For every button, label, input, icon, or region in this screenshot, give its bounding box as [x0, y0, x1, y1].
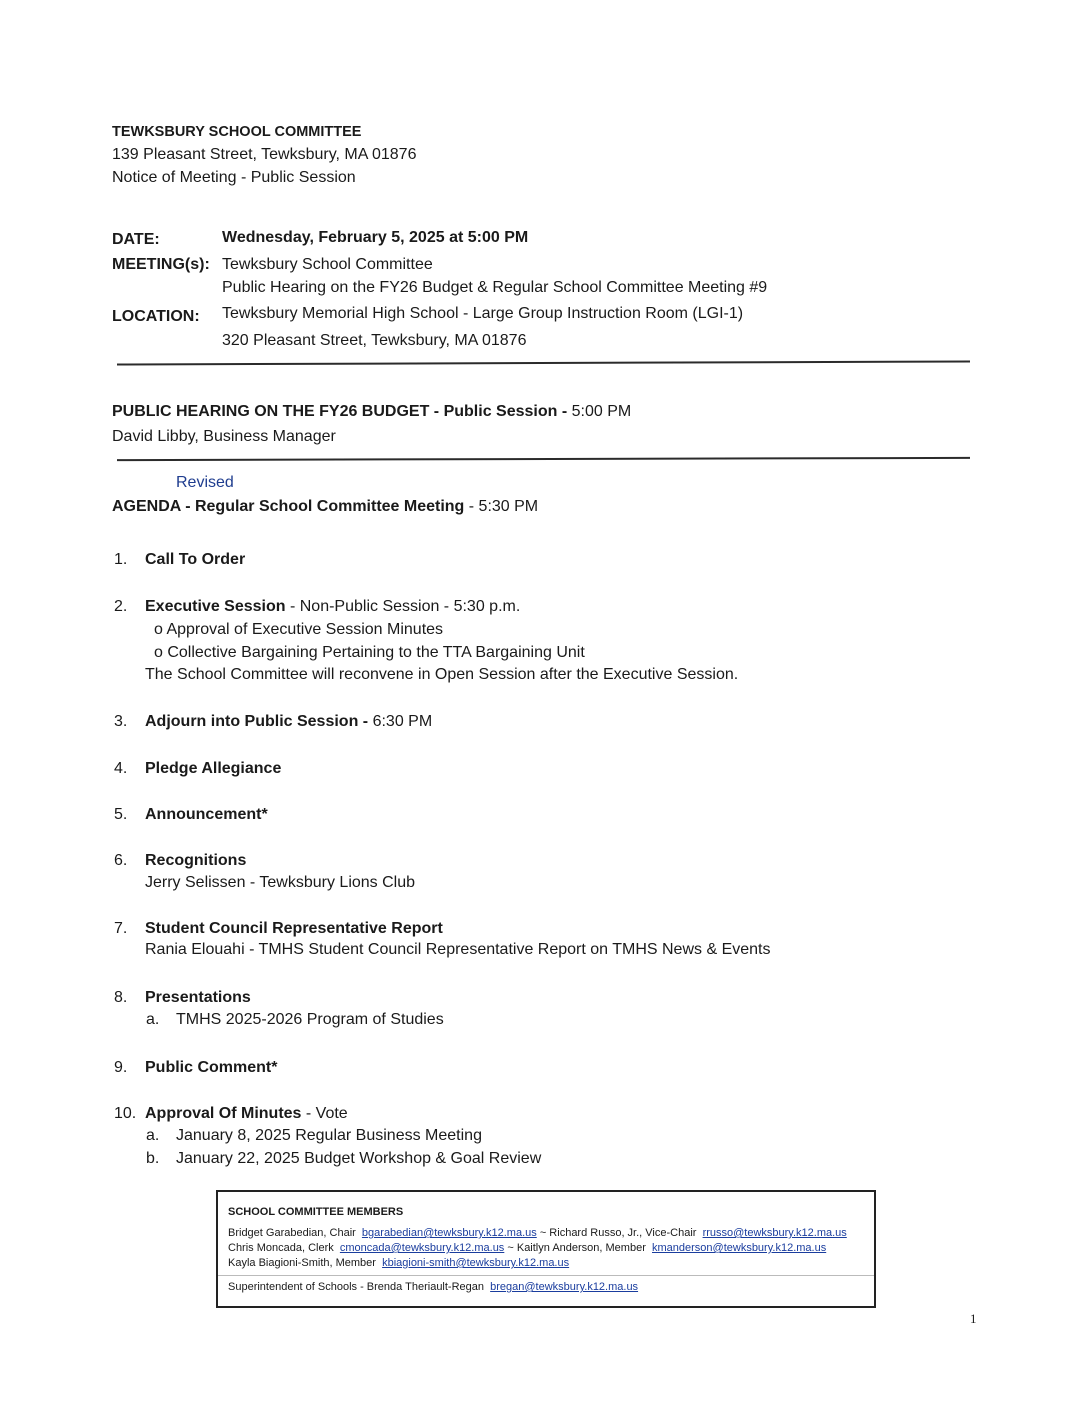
agenda-time: - 5:30 PM [464, 498, 539, 515]
item-number: 4. [114, 760, 128, 777]
agenda-item-2-note: The School Committee will reconvene in Open Session after the Executive Session. [145, 666, 739, 683]
item-number: 5. [114, 806, 128, 823]
agenda-item-5 [114, 805, 268, 825]
sub-text: TMHS 2025-2026 Program of Studies [176, 1011, 444, 1028]
agenda-item-7 [114, 919, 443, 939]
member-email-link[interactable]: rrusso@tewksbury.k12.ma.us [702, 1227, 847, 1239]
item-title: Presentations [145, 989, 251, 1006]
member-name: Bridget Garabedian, Chair [228, 1227, 356, 1239]
item-title: Call To Order [145, 551, 246, 568]
item-title: Pledge Allegiance [145, 760, 282, 777]
public-hearing-heading [112, 402, 631, 422]
item-title: Executive Session [145, 598, 286, 615]
divider-1 [117, 361, 970, 366]
divider-2 [117, 457, 970, 461]
public-hearing-title: PUBLIC HEARING ON THE FY26 BUDGET - Public Session - [112, 403, 568, 420]
item-number: 3. [114, 713, 128, 730]
agenda-item-3 [114, 712, 432, 732]
location-label: LOCATION: [112, 308, 200, 325]
item-detail: 6:30 PM [368, 713, 433, 730]
member-email-link[interactable]: kbiagioni-smith@tewksbury.k12.ma.us [382, 1257, 570, 1269]
agenda-item-6 [114, 851, 246, 871]
item-number: 2. [114, 598, 128, 615]
agenda-item-9 [114, 1058, 277, 1078]
agenda-item-10-sub-b [146, 1149, 541, 1169]
page-number: 1 [970, 1311, 977, 1326]
item-number: 7. [114, 920, 128, 937]
location-line-1: Tewksbury Memorial High School - Large Group Instruction Room (LGI-1) [222, 305, 744, 322]
meetings-line-1: Tewksbury School Committee [222, 256, 433, 273]
item-title: Public Comment* [145, 1059, 278, 1076]
org-address: 139 Pleasant Street, Tewksbury, MA 01876 [112, 146, 417, 163]
agenda-item-2-bullet-1: o Approval of Executive Session Minutes [154, 621, 444, 638]
superintendent-line [228, 1280, 638, 1295]
agenda-item-10 [114, 1104, 348, 1124]
date-label: DATE: [112, 231, 160, 248]
item-title: Recognitions [145, 852, 247, 869]
item-title: Approval Of Minutes [145, 1105, 302, 1122]
item-title: Announcement* [145, 806, 268, 823]
org-name: TEWKSBURY SCHOOL COMMITTEE [112, 124, 362, 140]
item-number: 6. [114, 852, 128, 869]
agenda-item-8-sub-a [146, 1010, 444, 1030]
agenda-item-7-detail: Rania Elouahi - TMHS Student Council Representative Report on TMHS News & Events [145, 941, 771, 958]
committee-members-title: SCHOOL COMMITTEE MEMBERS [228, 1206, 404, 1218]
superintendent-email-link[interactable]: bregan@tewksbury.k12.ma.us [490, 1281, 639, 1293]
member-name: ~ Richard Russo, Jr., Vice-Chair [539, 1227, 697, 1239]
meetings-line-2: Public Hearing on the FY26 Budget & Regular School Committee Meeting #9 [222, 279, 768, 296]
member-email-link[interactable]: bgarabedian@tewksbury.k12.ma.us [361, 1227, 537, 1239]
header [112, 122, 416, 188]
public-hearing-presenter: David Libby, Business Manager [112, 428, 336, 445]
members-line-1 [228, 1226, 847, 1241]
sub-letter: a. [146, 1011, 160, 1028]
meetings-label: MEETING(s): [112, 256, 210, 273]
members-line-3 [228, 1256, 569, 1271]
item-detail: - Non-Public Session - 5:30 p.m. [285, 598, 521, 615]
item-detail: - Vote [301, 1105, 348, 1122]
agenda-item-8 [114, 988, 251, 1008]
member-name: Chris Moncada, Clerk [228, 1242, 334, 1254]
member-name: Kayla Biagioni-Smith, Member [228, 1257, 376, 1269]
public-hearing-time: 5:00 PM [567, 403, 632, 420]
sub-text: January 22, 2025 Budget Workshop & Goal Review [176, 1150, 542, 1167]
sub-letter: a. [146, 1127, 160, 1144]
agenda-heading [112, 497, 538, 517]
location-line-2: 320 Pleasant Street, Tewksbury, MA 01876 [222, 332, 527, 349]
item-number: 9. [114, 1059, 128, 1076]
agenda-item-6-detail: Jerry Selissen - Tewksbury Lions Club [145, 874, 416, 891]
item-number: 10. [114, 1105, 137, 1122]
item-number: 1. [114, 551, 128, 568]
sub-letter: b. [146, 1150, 160, 1167]
footer-divider [218, 1275, 874, 1276]
item-number: 8. [114, 989, 128, 1006]
date-value: Wednesday, February 5, 2025 at 5:00 PM [222, 229, 529, 246]
item-title: Student Council Representative Report [145, 920, 443, 937]
member-email-link[interactable]: cmoncada@tewksbury.k12.ma.us [339, 1242, 505, 1254]
agenda-item-2 [114, 597, 520, 617]
agenda-item-10-sub-a [146, 1126, 482, 1146]
item-title: Adjourn into Public Session - [145, 713, 369, 730]
notice-line: Notice of Meeting - Public Session [112, 169, 356, 186]
member-name: ~ Kaitlyn Anderson, Member [507, 1242, 646, 1254]
agenda-item-2-bullet-2: o Collective Bargaining Pertaining to the TTA Bargaining Unit [154, 644, 585, 661]
agenda-item-4 [114, 759, 281, 779]
sub-text: January 8, 2025 Regular Business Meeting [176, 1127, 482, 1144]
committee-members-box [216, 1190, 876, 1308]
member-email-link[interactable]: kmanderson@tewksbury.k12.ma.us [652, 1242, 827, 1254]
revised-label: Revised [176, 474, 234, 491]
agenda-title: AGENDA - Regular School Committee Meeting [112, 498, 465, 515]
superintendent-name: Superintendent of Schools - Brenda Theriault-Regan [228, 1281, 485, 1293]
agenda-item-1 [114, 550, 245, 570]
members-line-2 [228, 1241, 826, 1256]
